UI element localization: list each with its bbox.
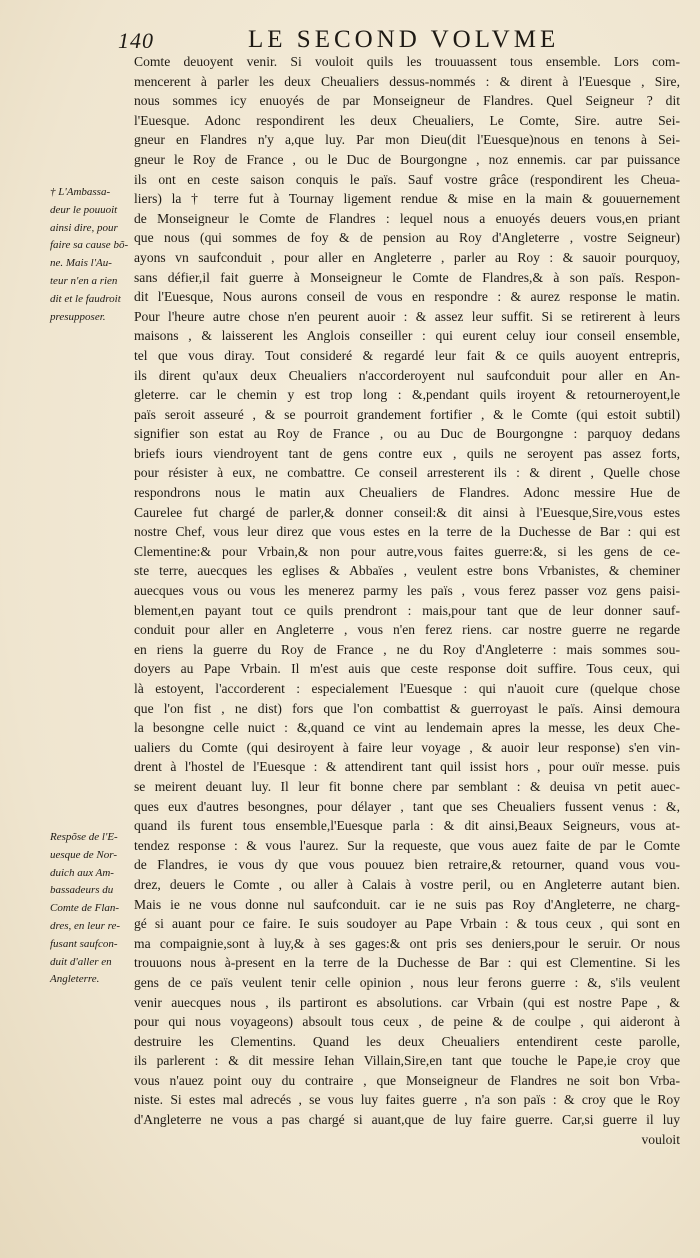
margin-note-line: ne. Mais l'Au- — [50, 257, 112, 270]
margin-note-line: Angleterre. — [50, 973, 100, 986]
page-number: 140 — [118, 28, 154, 53]
margin-note-line: deur le pouuoit — [50, 203, 118, 216]
text-line: païs seroit asseuré , & se pourroit grandement fortifier , & le Comte (qui estoit subtil) — [134, 406, 680, 422]
text-line: l'Euesque. Adonc respondirent les deux Cheualiers, Le Comte, Sire. autre Sei- — [134, 112, 680, 128]
text-line: trouuons nous à-present en la terre de la Duchesse de Bar : qui est Clementine. Si les — [134, 955, 680, 971]
text-line: que l'on fist , ne dist) fors que l'on combattist & guerroyast le païs. Ainsi demoura — [134, 700, 680, 716]
margin-note-ambassador — [50, 184, 132, 326]
text-line: liers) la † terre fut à Tournay ligement rendue & mise en la main & gouuernement — [134, 191, 680, 207]
text-line: ils dirent qu'aux deux Cheualiers n'accorderoyent nul saufconduit pour aller en An- — [134, 367, 680, 383]
text-line: nous sommes icy enuoyés de par Monseigneur de Flandres. Quel Seigneur ? dit — [134, 93, 680, 109]
running-title: LE SECOND VOLVME — [248, 26, 560, 53]
text-line: ste terre, auecques les eglises & Abbaïes , veulent estre bons Vrbanistes, & cheminer — [134, 563, 680, 579]
text-line: ma compaignie,sont à luy,& à ses gages:& ont pris ses deniers,pour le seruir. Or nous — [134, 935, 680, 951]
text-line: vous n'auez point ouy du contraire , que Monseigneur de Flandres ne soit bon Vrba- — [134, 1072, 680, 1088]
text-line: signifier son estat au Roy de France , ou au Duc de Bourgongne : parquoy dedans — [134, 426, 680, 442]
margin-note-line: Comte de Flan- — [50, 902, 120, 915]
text-line: quand ils furent tous ensemble,l'Euesque parla : & dit ainsi,Beaux Seigneurs, vous at- — [134, 818, 680, 834]
text-line: venir auecques nous , ils partiront es absolutions. car Vrbain (qui est nostre Pape , & — [134, 994, 680, 1010]
text-line: gé si auant pour ce faire. Ie suis soudoyer au Pape Vrbain : & tous ceux , qui sont en — [134, 916, 680, 932]
margin-note-line: presupposer. — [50, 310, 106, 323]
text-line: Caurelee fut chargé de parler,& donner conseil:& dit ainsi à l'Euesque,Sire,vous estes — [134, 504, 680, 520]
text-line: se meirent deuant luy. Il leur fit bonne chere par semblant : & deuisa vn petit auec- — [134, 778, 680, 794]
text-line: ques eux d'autres besongnes, pour délayer , tant que ses Cheualiers fussent venus : &, — [134, 798, 680, 814]
text-line: respondrons nous le matin aux Cheualiers de Flandres. Adonc messire Hue de — [134, 485, 680, 501]
text-line: Comte deuoyent venir. Si vouloit quils les trouuassent tous ensemble. Lors com- — [134, 54, 680, 69]
text-line: d'Angleterre ne vous a pas chargé si auant,que de luy faire guerre. Car,si guerre il luy — [134, 1112, 680, 1128]
text-line: auecques vous ou vous les menerez parmy les païs , vous ferez passer voz gens paisi- — [134, 583, 680, 599]
text-line: conduit pour aller en Angleterre , vous n'en ferez riens. car nostre guerre ne regarde — [134, 622, 680, 638]
text-line: la besongne celle nuict : &,quand ce vint au lendemain apres la messe, les deux Che- — [134, 720, 680, 736]
text-line: drez, deuers le Comte , ou aller à Calais à vostre peril, ou en Angleterre autant bien. — [134, 876, 680, 892]
text-line: ils parlerent : & dit messire Iehan Villain,Sire,en tant que touche le Pape,ie croy que — [134, 1053, 680, 1069]
page-header — [118, 24, 608, 54]
text-line: Pour l'heure autre chose n'en peurent auoir : & assez leur suffit. Si se retirerent à leurs — [134, 308, 680, 324]
text-line: Clementine:& pour Vrbain,& non pour autre,vous faites guerre:&, si les gens de ce- — [134, 543, 680, 559]
text-line: en riens la guerre du Roy de France , ne du Roy d'Angleterre : mais sommes sou- — [134, 641, 680, 657]
text-line: tel que vous diray. Tout consideré & regardé leur fait & ce quils auoyent entrepris, — [134, 347, 680, 363]
body-text — [134, 52, 680, 1149]
margin-note-line: dres, en leur re- — [50, 919, 121, 932]
text-line: nostre Chef, vous leur direz que vous estes en la terre de la Duchesse de Bar : qui est — [134, 524, 680, 540]
text-line: sans défier,il fait guerre à Monseigneur le Comte de Flandres,& à son païs. Respon- — [134, 269, 680, 285]
text-line: dit l'Euesque, Nous aurons conseil de vous en respondre : & aurez response le matin. — [134, 289, 680, 305]
text-line: briefs iours viendroyent tant de gens contre eux , quils ne seroyent pas assez forts, — [134, 445, 680, 461]
text-line: que nous (qui sommes de foy & de pension au Roy d'Angleterre , vostre Seigneur) — [134, 230, 680, 246]
text-line: gneur le Roy de France , ou le Duc de Bourgongne , noz ennemis. car par puissance — [134, 151, 680, 167]
text-line: tendez response : & vous l'aurez. Sur la requeste, que vous auez faite de par le Comte — [134, 837, 680, 853]
margin-note-line: uesque de Nor- — [50, 848, 117, 861]
text-line: gleterre. car le chemin y est trop long : &,pendant quils iroyent & retourneroyent,le — [134, 387, 680, 403]
text-line: pour résister à eux, ne combattre. Ce conseil arresterent ils : & dirent , Quelle chose — [134, 465, 680, 481]
text-line: Mais ie ne vous donne nul saufconduit. car ie ne suis pas Roy d'Angleterre, ne charg- — [134, 896, 680, 912]
margin-note-line: † L'Ambassa- — [50, 186, 111, 198]
text-line: ils ont en ceste saison conquis le païs. Sauf vostre grâce (respondirent les Cheua- — [134, 171, 680, 187]
margin-note-line: faire sa cause bõ- — [50, 239, 129, 252]
margin-note-bishop-response — [50, 829, 132, 989]
margin-note-line: fusant saufcon- — [50, 937, 118, 950]
text-line: ualiers du Comte (qui desiroyent à faire leur voyage , & auoir leur response) s'en vin- — [134, 739, 680, 755]
text-line: destruire les Clementins. Quand les deux Cheualiers entendirent ceste parolle, — [134, 1033, 680, 1049]
text-line: niste. Si estes mal adrecés , se vous luy faites guerre , n'a son païs : & croy que le Roy — [134, 1092, 680, 1108]
text-line: là estoyent, l'accorderent : especialement l'Euesque : qui n'auoit cure (quelque chose — [134, 681, 680, 696]
text-line: de Flandres, ie vous dy que vous pouuez bien retraire,& retourner, quand vous vou- — [134, 857, 680, 873]
text-line: blement,en payant tout ce quils prendront : mais,pour tant que de leur donner sauf- — [134, 602, 680, 618]
text-line: mencerent à parler les deux Cheualiers dessus-nommés : & dirent à l'Euesque , Sire, — [134, 73, 680, 89]
text-line: gens de ce païs veulent tenir celle opinion , nous leur ferons guerre : &, s'ils veulent — [134, 974, 680, 990]
text-line: de Monseigneur le Comte de Flandres : lequel nous a enuoyés deuers vous,en priant — [134, 210, 680, 226]
margin-note-line: teur n'en a rien — [50, 274, 118, 287]
text-line: drent à l'hostel de l'Euesque : & attendirent tant quil issist hors , pour ouïr messe. puis — [134, 759, 680, 775]
margin-note-line: dit et le faudroit — [50, 292, 121, 305]
text-line: gneur en Flandres n'y a,que luy. Par mon Dieu(dit l'Euesque)nous en tenons à Sei- — [134, 132, 680, 148]
text-line: ayons vn saufconduit , pour aller en Angleterre , parler au Roy : & sauoir pourquoy, — [134, 249, 680, 265]
text-line: pour qui nous voyageons) absoult tous ceux , de peine & de coulpe , qui aideront à — [134, 1014, 680, 1030]
text-line: doyers au Pape Vrbain. Il m'est auis que ceste response doit suffire. Tous ceux, qui — [134, 661, 680, 677]
margin-note-line: ainsi dire, pour — [50, 221, 118, 234]
margin-note-line: duit d'aller en — [50, 955, 112, 968]
margin-note-line: duich aux Am- — [50, 866, 114, 879]
margin-note-line: bassadeurs du — [50, 884, 114, 897]
margin-note-line: Respõse de l'E- — [50, 831, 118, 843]
text-line: vouloit — [641, 1131, 680, 1147]
text-line: maisons , & laisserent les Anglois conseiller : qui eurent celuy iour conseil ensemble, — [134, 328, 680, 344]
